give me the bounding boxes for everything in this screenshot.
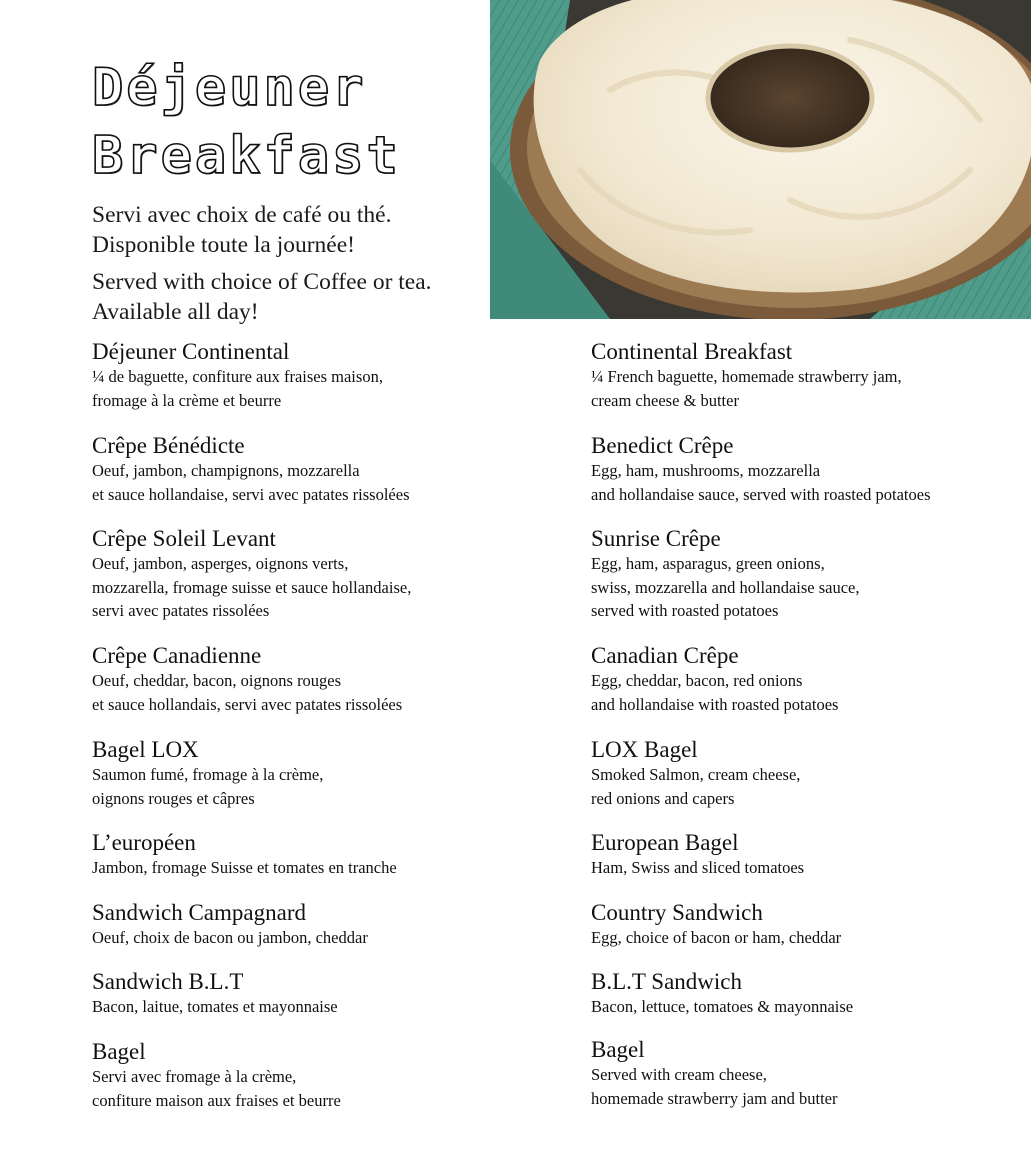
item-description	[92, 1065, 522, 1112]
item-description-line: and hollandaise sauce, served with roasted potatoes	[591, 484, 931, 504]
item-description-line: Egg, cheddar, bacon, red onions	[591, 671, 803, 690]
item-description-line: Jambon, fromage Suisse et tomates en tranche	[92, 858, 397, 877]
item-description-line: Oeuf, jambon, asperges, oignons verts,	[92, 554, 349, 573]
menu-item-bagel-en	[591, 1037, 1021, 1110]
item-description-line: Served with cream cheese,	[591, 1065, 767, 1084]
item-description	[92, 365, 522, 412]
item-description-line: mozzarella, fromage suisse et sauce hollandaise,	[92, 577, 412, 597]
item-description-line: swiss, mozzarella and hollandaise sauce,	[591, 577, 860, 597]
item-description	[92, 995, 522, 1019]
item-description	[92, 926, 522, 950]
item-name: Continental Breakfast	[591, 339, 793, 364]
item-description	[591, 365, 1021, 412]
item-description-line: et sauce hollandaise, servi avec patates rissolées	[92, 484, 410, 504]
menu-item-sunrise-crepe	[591, 526, 1021, 623]
item-description-line: Egg, ham, mushrooms, mozzarella	[591, 461, 821, 480]
menu-item-sandwich-campagnard	[92, 900, 522, 950]
item-description	[591, 1063, 1021, 1110]
item-description-line: ¼ de baguette, confiture aux fraises maison,	[92, 367, 383, 386]
intro-english	[92, 267, 482, 327]
item-name: Sandwich B.L.T	[92, 969, 244, 994]
item-description	[591, 669, 1021, 716]
item-description-line: ¼ French baguette, homemade strawberry jam,	[591, 367, 902, 386]
menu-item-crepe-soleil-levant	[92, 526, 522, 623]
item-description-line: Oeuf, choix de bacon ou jambon, cheddar	[92, 928, 368, 947]
item-name: Benedict Crêpe	[591, 433, 734, 458]
title-english: Breakfast	[92, 126, 401, 186]
bagel-illustration	[490, 0, 1031, 319]
item-description-line: Bacon, laitue, tomates et mayonnaise	[92, 997, 338, 1016]
item-description-line: Saumon fumé, fromage à la crème,	[92, 765, 324, 784]
item-name: L’européen	[92, 830, 196, 855]
item-description-line: Oeuf, jambon, champignons, mozzarella	[92, 461, 360, 480]
item-name: European Bagel	[591, 830, 739, 855]
intro-french-line-1: Servi avec choix de café ou thé.	[92, 202, 392, 228]
item-name: B.L.T Sandwich	[591, 969, 742, 994]
item-name: Country Sandwich	[591, 900, 763, 925]
item-name: Déjeuner Continental	[92, 339, 290, 364]
item-description	[591, 552, 1021, 623]
item-description	[92, 552, 522, 623]
item-description	[92, 763, 522, 810]
item-name: Crêpe Soleil Levant	[92, 526, 276, 551]
item-description-line: Egg, ham, asparagus, green onions,	[591, 554, 825, 573]
menu-item-european-bagel	[591, 830, 1021, 880]
intro-french-line-2: Disponible toute la journée!	[92, 232, 355, 258]
item-description	[92, 856, 522, 880]
item-name: Crêpe Canadienne	[92, 643, 262, 668]
menu-item-leuropeen	[92, 830, 522, 880]
item-description-line: Ham, Swiss and sliced tomatoes	[591, 858, 805, 877]
title-french: Déjeuner	[92, 58, 367, 118]
item-description-line: red onions and capers	[591, 788, 735, 808]
menu-item-bagel	[92, 1039, 522, 1112]
menu-item-country-sandwich	[591, 900, 1021, 950]
item-name: LOX Bagel	[591, 737, 698, 762]
item-description	[92, 459, 522, 506]
item-description-line: Egg, choice of bacon or ham, cheddar	[591, 928, 842, 947]
item-description	[92, 669, 522, 716]
intro-english-line-1: Served with choice of Coffee or tea.	[92, 269, 432, 295]
menu-item-canadian-crepe	[591, 643, 1021, 716]
item-description-line: fromage à la crème et beurre	[92, 390, 282, 410]
item-description	[591, 926, 1021, 950]
item-description-line: confiture maison aux fraises et beurre	[92, 1090, 341, 1110]
item-description-line: servi avec patates rissolées	[92, 601, 270, 620]
intro-english-line-2: Available all day!	[92, 299, 259, 325]
item-description-line: Bacon, lettuce, tomatoes & mayonnaise	[591, 997, 854, 1016]
item-description-line: oignons rouges et câpres	[92, 788, 255, 808]
menu-item-benedict-crepe	[591, 433, 1021, 506]
item-name: Canadian Crêpe	[591, 643, 739, 668]
item-name: Bagel	[591, 1037, 645, 1062]
item-name: Sandwich Campagnard	[92, 900, 306, 925]
menu-item-crepe-benedicte	[92, 433, 522, 506]
item-description	[591, 763, 1021, 810]
menu-item-lox-bagel	[591, 737, 1021, 810]
item-description-line: et sauce hollandais, servi avec patates rissolées	[92, 694, 403, 714]
menu-item-continental-breakfast	[591, 339, 1021, 412]
item-description-line: cream cheese & butter	[591, 390, 739, 410]
item-description	[591, 856, 1021, 880]
item-name: Bagel LOX	[92, 737, 199, 762]
item-description-line: Servi avec fromage à la crème,	[92, 1067, 297, 1086]
intro-french	[92, 200, 482, 260]
item-name: Bagel	[92, 1039, 146, 1064]
bagel-photo	[490, 0, 1031, 319]
item-description-line: served with roasted potatoes	[591, 601, 779, 620]
item-name: Crêpe Bénédicte	[92, 433, 245, 458]
menu-item-dejeuner-continental	[92, 339, 522, 412]
menu-item-sandwich-blt	[92, 969, 522, 1019]
item-description-line: Oeuf, cheddar, bacon, oignons rouges	[92, 671, 342, 690]
menu-item-bagel-lox	[92, 737, 522, 810]
item-description-line: Smoked Salmon, cream cheese,	[591, 765, 801, 784]
item-description-line: and hollandaise with roasted potatoes	[591, 694, 839, 714]
menu-item-crepe-canadienne	[92, 643, 522, 716]
item-description	[591, 459, 1021, 506]
item-description	[591, 995, 1021, 1019]
menu-item-blt-sandwich	[591, 969, 1021, 1019]
item-description-line: homemade strawberry jam and butter	[591, 1088, 838, 1108]
item-name: Sunrise Crêpe	[591, 526, 721, 551]
